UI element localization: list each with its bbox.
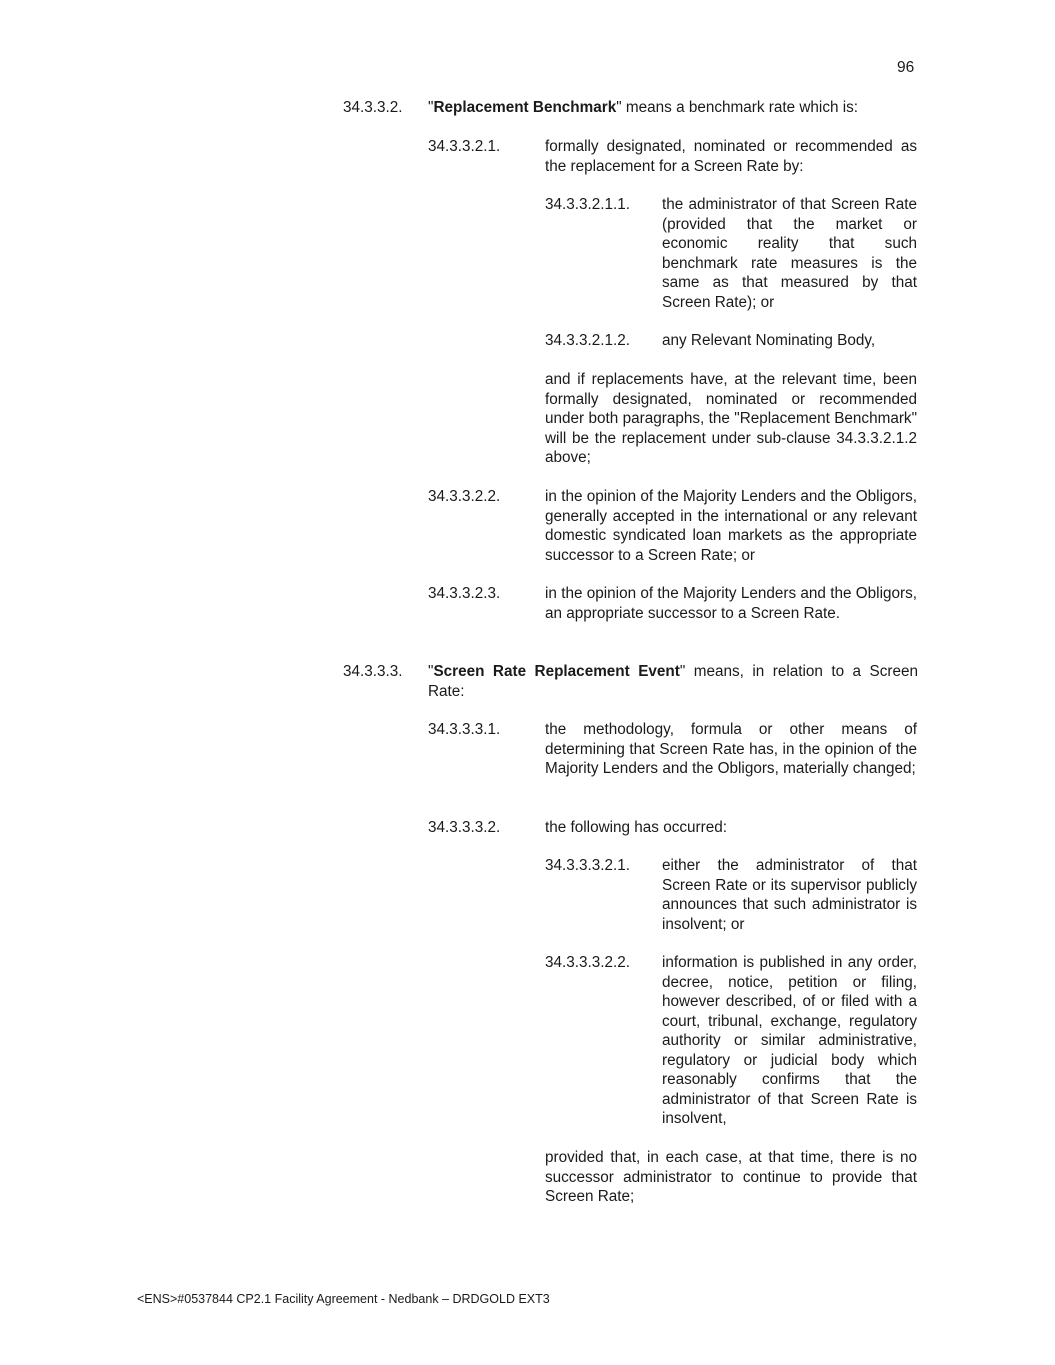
clause-number: 34.3.3.2.1.2. <box>545 332 631 349</box>
defined-term: Screen Rate Replacement Event <box>433 663 680 680</box>
clause-text: the administrator of that Screen Rate (provided that the market or economic reality that such benchmark rate measures is the same as that measured by that Screen Rate); or <box>662 196 917 311</box>
clause-heading <box>428 98 918 118</box>
clause-number: 34.3.3.2.3. <box>428 585 501 602</box>
clause-text: in the opinion of the Majority Lenders and the Obligors, generally accepted in the international or any relevant domestic syndicated loan markets as the appropriate successor to a Screen Rate; or <box>545 488 917 564</box>
defined-term: Replacement Benchmark <box>433 99 617 116</box>
clause-number: 34.3.3.3.2. <box>428 819 501 836</box>
clause-number: 34.3.3.3. <box>343 663 403 680</box>
clause-number: 34.3.3.2.1. <box>428 138 501 155</box>
clause-text: either the administrator of that Screen Rate or its supervisor publicly announces that such administrator is insolvent; or <box>662 857 917 933</box>
clause-heading <box>428 662 918 701</box>
open-quote: " <box>428 663 434 680</box>
clause-text: formally designated, nominated or recommended as the replacement for a Screen Rate by: <box>545 138 917 175</box>
clause-number: 34.3.3.3.2.1. <box>545 857 631 874</box>
clause-text: any Relevant Nominating Body, <box>662 332 876 349</box>
page-number: 96 <box>897 59 915 76</box>
clause-text: " means, in relation to a Screen Rate: <box>428 663 918 700</box>
clause-text: and if replacements have, at the relevant time, been formally designated, nominated or recommended under both paragraphs, the "Replacement Benchmark" will be the replacement under sub-clause 34.3.3.2.1.2 above; <box>545 371 917 466</box>
clause-number: 34.3.3.3.1. <box>428 721 501 738</box>
clause-text: the methodology, formula or other means of determining that Screen Rate has, in the opinion of the Majority Lenders and the Obligors, materially changed; <box>545 721 917 777</box>
clause-text: the following has occurred: <box>545 819 727 836</box>
clause-text: " means a benchmark rate which is: <box>616 99 859 116</box>
clause-number: 34.3.3.3.2.2. <box>545 954 631 971</box>
open-quote: " <box>428 99 434 116</box>
document-footer: <ENS>#0537844 CP2.1 Facility Agreement - Nedbank – DRDGOLD EXT3 <box>137 1292 550 1306</box>
clause-number: 34.3.3.2.1.1. <box>545 196 631 213</box>
clause-number: 34.3.3.2.2. <box>428 488 501 505</box>
clause-text: provided that, in each case, at that time, there is no successor administrator to continue to provide that Screen Rate; <box>545 1149 917 1205</box>
clause-text: in the opinion of the Majority Lenders and the Obligors, an appropriate successor to a Screen Rate. <box>545 585 917 622</box>
clause-text: information is published in any order, decree, notice, petition or filing, however described, of or filed with a court, tribunal, exchange, regulatory authority or similar administrative, regulatory or judicial body which reasonably confirms that the administrator of that Screen Rate is insolvent, <box>662 954 917 1127</box>
clause-number: 34.3.3.2. <box>343 99 403 116</box>
